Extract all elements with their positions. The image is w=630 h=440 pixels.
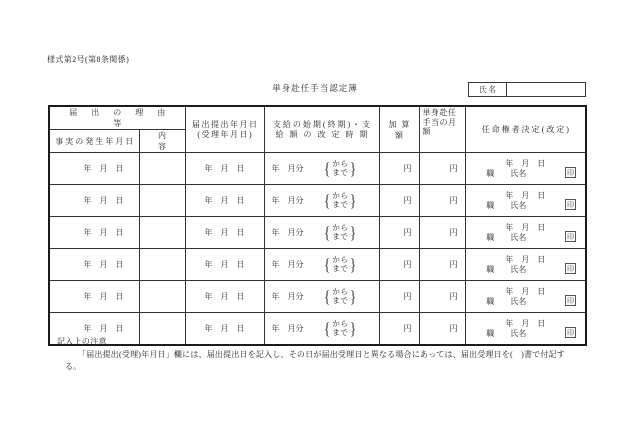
header-decision: 任命権者決定(改定) [465,106,586,153]
decision-date: 年 月 日 [505,191,546,200]
monthly-cell: 円 [419,185,465,217]
seal-mark: 印 [567,232,574,241]
brace-close: } [350,319,357,338]
name-box [468,82,586,97]
seal-mark: 印 [567,328,574,337]
option-to: まで [332,199,349,209]
brace-close: } [350,191,357,210]
option-from: から [332,191,349,200]
decision-date: 年 月 日 [505,223,546,232]
decision-cell [465,217,586,249]
decision-cell [465,185,586,217]
submit-date-cell: 年 月 日 [185,217,264,249]
header-monthly-amount: 単身赴任 手当の月 額 [419,106,465,153]
brace-open: { [324,191,331,210]
content-cell [139,249,185,281]
content-cell [139,281,185,313]
monthly-cell: 円 [419,249,465,281]
submit-date-cell: 年 月 日 [185,153,264,185]
option-to: まで [332,231,349,241]
form-number: 様式第2号(第8条関係) [47,55,130,64]
addition-cell: 円 [379,281,419,313]
monthly-cell: 円 [419,217,465,249]
page-title: 単身赴任手当認定簿 [272,83,358,93]
brace-open: { [324,287,331,306]
brace-close: } [350,255,357,274]
addition-cell: 円 [379,313,419,346]
brace-close: } [350,287,357,306]
header-fact-date: 事実の発生年月日 [49,130,139,153]
seal-mark: 印 [567,264,574,273]
option-to: まで [332,263,349,273]
fact-date-cell: 年 月 日 [49,249,139,281]
fact-date-cell: 年 月 日 [49,153,139,185]
brace-close: } [350,159,357,178]
option-from: から [332,287,349,296]
decision-date: 年 月 日 [505,287,546,296]
seal-mark: 印 [567,168,574,177]
decision-cell [465,249,586,281]
option-to: まで [332,167,349,177]
payment-period-cell [264,185,379,217]
table-row [49,249,586,281]
pay-month-label: 年 月分 [271,292,304,301]
submit-date-cell: 年 月 日 [185,249,264,281]
notes-body-line1: 「届出提出(受理)年月日」欄には、届出提出日を記入し、その日が届出受理日と異なる場合にあっては、届出受理日を( )書で付記す [78,350,565,359]
pay-month-label: 年 月分 [271,228,304,237]
header-content: 内容 [139,130,185,153]
from-to-options [323,192,357,209]
monthly-cell: 円 [419,281,465,313]
header-addition: 加算額 [379,106,419,153]
submit-date-cell: 年 月 日 [185,313,264,346]
brace-close: } [350,223,357,242]
notes-body-line2: る。 [65,362,81,371]
brace-open: { [324,159,331,178]
payment-period-cell [264,217,379,249]
brace-open: { [324,255,331,274]
certification-table [48,105,587,346]
decision-date: 年 月 日 [505,255,546,264]
option-from: から [332,319,349,328]
monthly-cell: 円 [419,153,465,185]
decision-cell [465,153,586,185]
from-to-options [323,160,357,177]
fact-date-cell: 年 月 日 [49,281,139,313]
decision-cell [465,313,586,346]
option-from: から [332,223,349,232]
addition-cell: 円 [379,217,419,249]
pay-month-label: 年 月分 [271,324,304,333]
from-to-options [323,256,357,273]
decision-name: 職 氏名 [486,233,527,242]
pay-month-label: 年 月分 [271,260,304,269]
option-to: まで [332,327,349,337]
content-cell [139,313,185,346]
header-payment-period: 支給の始期(終期)・支 給額の改定時期 [264,106,379,153]
decision-date: 年 月 日 [505,159,546,168]
payment-period-cell [264,153,379,185]
name-value [507,83,585,96]
notes-heading: 記入上の注意 [57,337,107,346]
option-to: まで [332,295,349,305]
addition-cell: 円 [379,249,419,281]
addition-cell: 円 [379,153,419,185]
payment-period-cell [264,249,379,281]
payment-period-cell [264,313,379,346]
content-cell [139,153,185,185]
table-row [49,281,586,313]
decision-name: 職 氏名 [486,265,527,274]
seal-mark: 印 [567,200,574,209]
fact-date-cell: 年 月 日 [49,313,139,346]
name-label: 氏名 [469,83,507,96]
decision-name: 職 氏名 [486,169,527,178]
submit-date-cell: 年 月 日 [185,185,264,217]
table-row [49,217,586,249]
decision-name: 職 氏名 [486,297,527,306]
decision-date: 年 月 日 [505,319,546,328]
fact-date-cell: 年 月 日 [49,217,139,249]
submit-date-cell: 年 月 日 [185,281,264,313]
content-cell [139,185,185,217]
header-submit-date: 届出提出年月日 (受理年月日) [185,106,264,153]
payment-period-cell [264,281,379,313]
option-from: から [332,255,349,264]
from-to-options [323,288,357,305]
from-to-options [323,320,357,337]
seal-mark: 印 [567,296,574,305]
decision-name: 職 氏名 [486,329,527,338]
pay-month-label: 年 月分 [271,164,304,173]
monthly-cell: 円 [419,313,465,346]
header-reason-group: 届出の理由等 [49,106,185,130]
table-row [49,153,586,185]
table-row [49,185,586,217]
pay-month-label: 年 月分 [271,196,304,205]
from-to-options [323,224,357,241]
option-from: から [332,159,349,168]
addition-cell: 円 [379,185,419,217]
fact-date-cell: 年 月 日 [49,185,139,217]
content-cell [139,217,185,249]
brace-open: { [324,319,331,338]
decision-name: 職 氏名 [486,201,527,210]
table-row [49,313,586,346]
brace-open: { [324,223,331,242]
header-row-1 [49,106,586,130]
decision-cell [465,281,586,313]
